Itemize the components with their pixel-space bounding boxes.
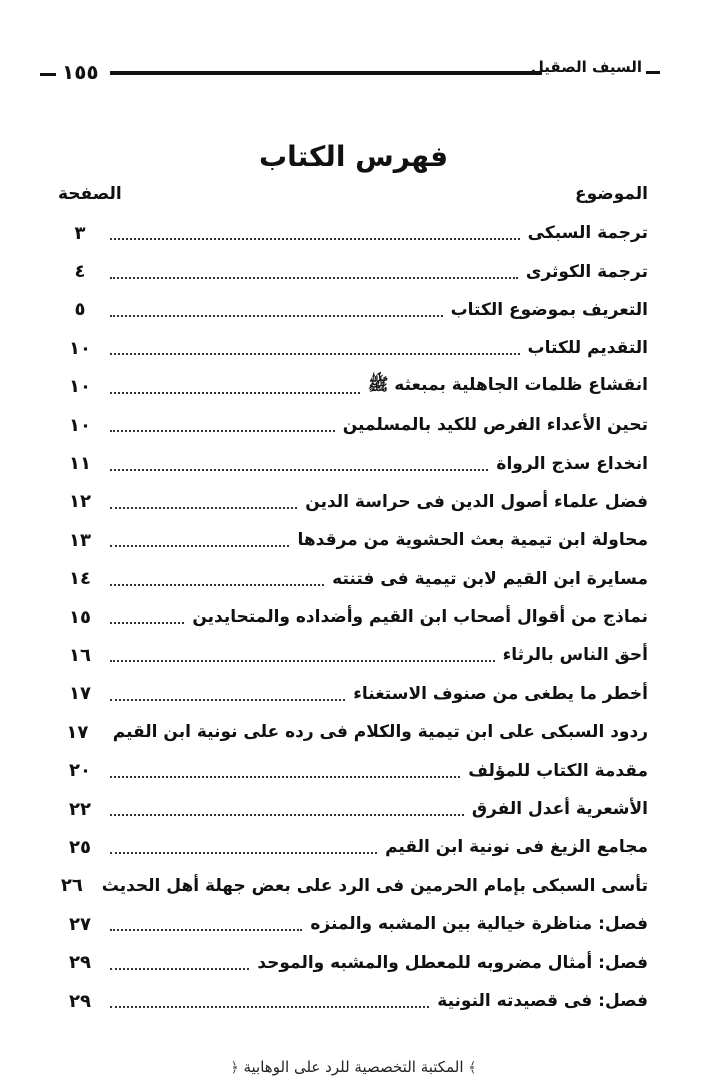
subject-column-header: الموضوع [575, 184, 648, 204]
toc-entry [58, 483, 648, 521]
toc-entry [58, 675, 648, 713]
dot-leader [110, 572, 324, 586]
dot-leader [110, 226, 520, 240]
toc-entry-page: ١٠ [69, 414, 91, 436]
toc-entry-page: ٢٢ [69, 798, 91, 820]
toc-entry-title: ترجمة الكوثرى [525, 261, 648, 282]
header-dash-left [40, 73, 56, 76]
toc-entry-page: ٢٦ [60, 875, 83, 897]
toc-entry-page: ١٠ [69, 337, 91, 359]
toc-entry-page: ٢٥ [69, 836, 91, 858]
ornament-left: ﴿ [230, 1060, 239, 1076]
toc-entry [58, 982, 648, 1020]
toc-entry-page: ١٢ [69, 491, 91, 513]
toc-entry-page: ٢٩ [69, 990, 91, 1012]
toc-entry-title: ترجمة السبكى [527, 223, 648, 244]
page-column-header: الصفحة [58, 184, 122, 204]
running-header [40, 58, 660, 88]
toc-entry-title: فصل: مناظرة خيالية بين المشبه والمنزه [310, 914, 648, 935]
table-of-contents [58, 214, 648, 1020]
dot-leader [110, 265, 518, 279]
toc-entry [58, 214, 648, 252]
toc-entry [58, 368, 648, 406]
toc-entry [58, 521, 648, 559]
toc-entry [58, 636, 648, 674]
dot-leader [110, 648, 495, 662]
toc-entry-title: انخداع سذج الرواة [496, 453, 648, 474]
toc-entry-page: ١٦ [69, 644, 91, 666]
header-dash-right [646, 71, 660, 74]
toc-entry-page: ١٣ [69, 529, 91, 551]
toc-entry-title: الأشعرية أعدل الفرق [471, 799, 648, 820]
toc-entry-page: ١٧ [69, 683, 91, 705]
toc-entry-title: فصل: أمثال مضروبه للمعطل والمشبه والموحد [257, 952, 648, 973]
toc-entry-page: ٥ [74, 299, 86, 321]
dot-leader [110, 917, 302, 931]
publisher-name: المكتبة التخصصية للرد على الوهابية [243, 1058, 464, 1076]
toc-entry [58, 252, 648, 290]
toc-entry-title: فضل علماء أصول الدين فى حراسة الدين [305, 491, 648, 512]
header-rule [110, 71, 542, 75]
toc-entry-page: ١٥ [69, 606, 91, 628]
toc-entry [58, 598, 648, 636]
toc-entry [58, 790, 648, 828]
dot-leader [110, 764, 460, 778]
toc-entry [58, 751, 648, 789]
toc-entry-page: ١١ [69, 453, 91, 475]
toc-entry-title: مسايرة ابن القيم لابن تيمية فى فتنته [332, 568, 648, 589]
dot-leader [110, 380, 360, 394]
toc-entry-title: محاولة ابن تيمية بعث الحشوية من مرقدها [297, 530, 648, 551]
toc-entry-page: ٢٧ [69, 913, 91, 935]
dot-leader [110, 994, 429, 1008]
dot-leader [110, 457, 488, 471]
toc-entry-page: ٣ [74, 222, 86, 244]
publisher-footer [0, 1058, 707, 1076]
dot-leader [110, 956, 249, 970]
page-number: ١٥٥ [62, 60, 99, 84]
toc-entry [58, 867, 648, 905]
toc-entry [58, 713, 648, 751]
dot-leader [110, 418, 335, 432]
toc-entry [58, 291, 648, 329]
dot-leader [110, 341, 520, 355]
toc-entry-title: التعريف بموضوع الكتاب [450, 299, 648, 320]
toc-entry-title: مقدمة الكتاب للمؤلف [468, 760, 648, 781]
toc-entry [58, 444, 648, 482]
column-headers [58, 184, 648, 208]
toc-entry-page: ١٤ [69, 568, 91, 590]
toc-entry-title: فصل: فى قصيدته النونية [437, 991, 648, 1011]
dot-leader [110, 610, 184, 624]
toc-entry [58, 905, 648, 943]
toc-entry [58, 329, 648, 367]
toc-entry-page: ٢٠ [69, 760, 91, 782]
dot-leader [110, 840, 377, 854]
toc-entry-title: تحين الأعداء الفرص للكيد بالمسلمين [342, 415, 648, 436]
dot-leader [110, 303, 443, 317]
toc-entry-title: أحق الناس بالرثاء [502, 645, 648, 666]
toc-entry [58, 828, 648, 866]
ornament-right: ﴾ [468, 1060, 477, 1076]
toc-entry-title: ردود السبكى على ابن تيمية والكلام فى رده على نونية ابن القيم [112, 722, 648, 743]
toc-entry-title: مجامع الزيغ فى نونية ابن القيم [385, 837, 648, 858]
toc-entry-page: ٢٩ [69, 952, 91, 974]
page-title: فهرس الكتاب [258, 140, 449, 173]
toc-entry-title: التقديم للكتاب [527, 338, 648, 359]
toc-entry-title: أخطر ما يطغى من صنوف الاستغناء [353, 683, 648, 704]
toc-entry-title: انقشاع ظلمات الجاهلية بمبعثه ﷺ [367, 375, 648, 396]
dot-leader [110, 495, 297, 509]
toc-entry-title: تأسى السبكى بإمام الحرمين فى الرد على بعض جهلة أهل الحديث [101, 875, 648, 896]
toc-entry [58, 560, 648, 598]
dot-leader [110, 687, 345, 701]
toc-entry-page: ٤ [74, 261, 86, 283]
toc-entry-page: ١٧ [66, 721, 89, 743]
toc-entry [58, 943, 648, 981]
toc-entry-page: ١٠ [69, 376, 91, 398]
running-title: السيف الصقيل [530, 58, 642, 76]
toc-entry-title: نماذج من أقوال أصحاب ابن القيم وأضداده والمتحايدين [192, 607, 648, 628]
dot-leader [110, 533, 289, 547]
dot-leader [110, 802, 464, 816]
toc-entry [58, 406, 648, 444]
